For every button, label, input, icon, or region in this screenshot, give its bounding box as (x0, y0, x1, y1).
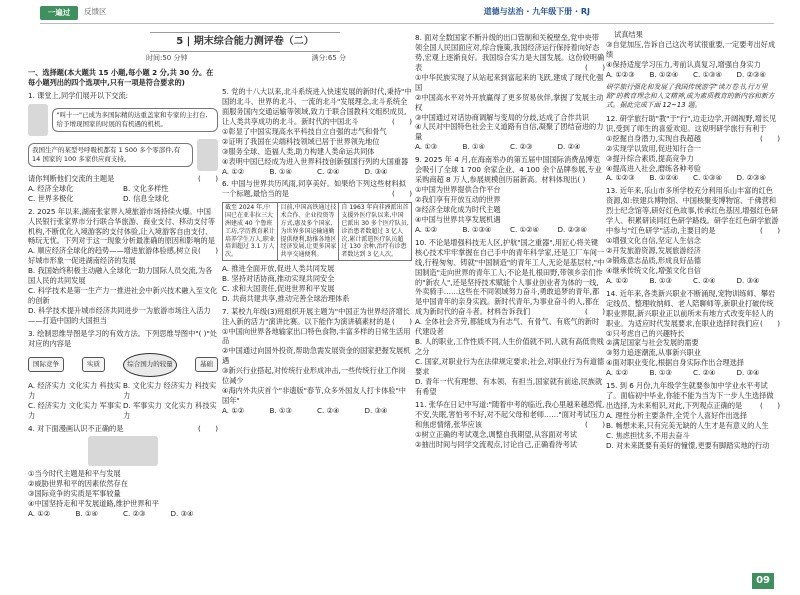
q5-item-1: ①彰显了中国实现高水平科技自立自强的志气和骨气 (222, 126, 387, 136)
page-number: 09 (752, 573, 774, 589)
question-14-options: A. ①② B. ①③ C. ②④ D. ③④ (606, 368, 760, 378)
q7-item-3: ③新兴行业搭起,对传统行业形成冲击,一些传统行业工作岗位减少 (222, 366, 406, 386)
question-1-options: A. 经济全球化 B. 文化多样性 C. 世界多极化 D. 信息全球化 (28, 183, 170, 203)
q13-item-3: ③锻炼意志品质,形成良好品德 (606, 255, 701, 265)
q6-option-c: C. 求和大国责任,促进世界和平发展 (222, 283, 335, 293)
table-cell-3: 自 1963 年向非洲派出首支援外医疗队以来,中国已派出 30 多个医疗队员,诊治患者数超过 3 亿人次,累计派遣医疗队员超过 130 余种,治疗有诊患者数达到 3 亿人次。 (339, 203, 412, 261)
header-divider (40, 23, 774, 24)
question-5: 5. 党的十八大以来,北斗系统进入快速发展的新时代,秉持"中国的北斗、世界的北斗、一流的北斗"发展理念,北斗系统全面服务国内交通运输等领域,致力于联合国教科文组织成员,让人类共享成功的北斗。新时代的中国北斗 ( ) (222, 87, 412, 126)
speech-bubble-2: 我国生产的某型号呼吸机都有 1 500 多个零部件,有 14 国家的 100 多家供应商支持。 (28, 143, 193, 167)
q15-option-d: D. 对未来既要有美好的憧憬,更要有脚踏实地的行动 (606, 440, 770, 450)
q2-option-a: A. 顺应经济全球化的趋势——增进旅游体验感,树立良好城市形象一促进湖南经济的发展 (28, 246, 198, 266)
q5-item-2: ②证明了我国在尖端科技领域已居于世界领先地位 (222, 136, 380, 146)
q4-item-1: ①当今时代主题是和平与发展 (28, 469, 121, 479)
q6-option-b: B. 坚持对话协商,推动实现共同安全 (222, 273, 335, 283)
material-intro: 研学旅行强化和发展了我国传统游学"读万卷书,行万里路"的教育理念和人文精神,成为素质教育的新内容和新方式。据此完成下面 12~13 题。 (606, 82, 775, 110)
table-cell-2: 目前,中国高铁通过技术合作、企业投资等方式,惠及多个国家,为世界多国运输通勤提供便利,助推各地区经济发展,让更多国家共享交通便利。 (278, 203, 339, 261)
question-3-options: A. 经济实力 文化实力 科技实力 B. 文化实力 经济实力 科技实力 C. 经济实力 文化实力 军事实力 D. 军事实力 文化实力 科技实力 (28, 380, 217, 420)
column-3 (415, 30, 605, 449)
question-14: 14. 近年来,各类新兴职业不断涌现,宠物训练师、攀岩定线员、整理收纳师、老人陪聊师等,新职业打破传统职业界限,新兴职业正以前所未有地方式改变年轻人的职业。为适应时代发展要求,在职业选择时我们应 ( ) (606, 288, 780, 328)
q6-option-d: D. 共商共建共享,推动完善全球治理体系 (222, 293, 350, 303)
q11-item-2: ②抽出时间与同学交流观点,讨论自己,正确看待考试 (415, 439, 577, 449)
q9-item-1: ①中国为世界提供合作平台 (415, 185, 501, 195)
figure-dialogue-2 (28, 139, 218, 171)
question-1: 1. 课堂上,同学们展开以下交流: (28, 90, 129, 100)
cartoon-image (88, 436, 158, 466)
material-table (222, 202, 412, 261)
q14-item-1: ①只考虑自己的兴趣特长 (606, 328, 685, 338)
question-5-options: A. ①② B. ①④ C. ②④ D. ③④ (222, 166, 388, 176)
section-label: 反馈区 (84, 7, 107, 16)
q12-item-1: ①挖掘自身潜力,实现自我超越 (606, 133, 701, 143)
question-10: 10. 不论是增强科技无人区,护航"国之重器",用匠心将关键核心技术牢牢掌握在自己手中的青年科学家,还是工厂车间一线,行程匆匆、铸就"中国制造"的青年工人,无论是基层村,"中国制造"走向世界的青年工人;不论是扎根田野,带领乡亲们作的"新农人",还是坚持技术赋能个人事业创业者为体的一线,外卖骑手……这些在不同领域努力奋斗,勇敢追梦的青年,都是中国青年的亲身实践。新时代青年,为事业奋斗的人,都在成为新时代的奋斗者。材料告诉我们 ( ) (415, 237, 605, 317)
q2-option-c: C. 科学技术是第一生产力一推进社会中新兴技术融入至文化的创新 (28, 286, 218, 306)
q11-continued: 试真结果 (614, 30, 643, 39)
q14-item-2: ②满足国家与社会发展的需要 (606, 338, 699, 348)
person-image-2 (197, 139, 218, 171)
q15-option-b: B. 畅想未来,只有完美无缺的人生才是有意义的人生 (606, 420, 769, 430)
q7-item-1: ①中国向世界各地输家出口特色食物,丰富多样的日常生活用品 (222, 326, 411, 346)
question-8-options: A. ①③ B. ①④ C. ②③ D. ②④ (415, 142, 581, 152)
question-12: 12. 研学旅行助"教"于"行",边走边学,开阔视野,增长见识,受到了师生的喜爱欢迎。这说明研学旅行有利于 ( ) (606, 113, 780, 143)
q15-option-c: C. 焦虑担忧多,不用去奋斗 (606, 430, 690, 440)
page-title: 5 | 期末综合能力测评卷（二） (150, 32, 340, 52)
question-6: 6. 中国与世界共历风雨,同享美好。如果给下列这些材料拟一个标题,最恰当的是 ( ) (222, 179, 412, 199)
q12-item-3: ③提升综合素质,提高竞争力 (606, 153, 694, 163)
q12-item-2: ②实现学以致用,促进知行合一 (606, 143, 701, 153)
node-right: 基础 (195, 357, 218, 372)
q8-item-2: ②中国高水平对外开放赢得了更多贸易伙伴,掌握了发展主动权 (415, 92, 604, 112)
q8-item-1: ①中华民族实现了从站起来到富起来的飞跃,建成了现代化强国 (415, 72, 604, 92)
q7-item-4: ④海内外共庆首个"非遗版"春节,众多外国友人打卡体验"中国年" (222, 386, 406, 406)
q5-item-3: ③服务全球、造福人类,助力构建人类命运共同体 (222, 146, 375, 156)
node-left: 国际竞争 (28, 357, 64, 372)
q2-option-d: D. 科学技术提升城市经济共同进步一为旅游市场注入活力——打造中国的大国担当 (28, 306, 211, 325)
q9-item-3: ③经济全球化成为时代主题 (415, 204, 501, 214)
book-title: 道德与法治 · 九年级下册 · RJ (483, 7, 590, 16)
q4-item-2: ②威胁世界和平的因素依然存在 (28, 479, 128, 489)
q5-item-4: ④表明中国已经成为进入世界科技创新强国行列的大国重器 (222, 156, 409, 166)
question-1-prompt: 请你判断他们交流的主题是 ( ) (28, 173, 218, 183)
question-11: 11. 张华在日记中写道:"随着中考的临近,我心里越来越恐慌,不安,失眠,害怕考不好,对不起父母和老师……"面对考试压力和焦虑情绪,张华应该 ( ) (415, 399, 605, 429)
q15-option-a: A. 理性分析主要条件,全凭个人喜好作出选择 (606, 411, 748, 420)
question-11-options: A. ①②③ B. ①②④ C. ①③④ D. ②③④ (606, 69, 766, 79)
person-image (28, 104, 48, 136)
section-heading: 一、选择题(本大题共 15 小题,每小题 2 分,共 30 分。在每小题列出的四个选项中,只有一项是符合要求的) (28, 68, 214, 87)
q10-option-a: A. 全体社会齐劳,都能成为有志气、有骨气、有底气的新时代建设者 (415, 317, 600, 337)
question-7: 7. 某校九年级(3)班组织开展主题为"中国正为世界经济增长注入新的活力"演讲比赛。以下能作为演讲稿素材的是 ( ) (222, 306, 412, 326)
question-12-options: A. ①②③ B. ①②④ C. ①③④ D. ②③④ (606, 173, 766, 183)
full-score: 满分:65 分 (311, 54, 346, 62)
question-4-options: A. ①② B. ①④ C. ②③ D. ③④ (28, 509, 194, 519)
q12-item-4: ④提高进入社会,磨练各种考验 (606, 163, 701, 173)
q6-option-a: A. 推进全面开放,促进人类共同发展 (222, 263, 335, 273)
table-cell-1: 截至 2024 年,中国已在亚非拉三大洲建成 40 个鲁班工坊,学历教育累计培养学生万人,职业培训超过 3.1 万人次。 (223, 203, 278, 261)
q10-option-d: D. 青年一代有理想、有本领、有担当,国家就有前途,民族就有希望 (415, 376, 603, 396)
q9-item-2: ②我们享有开放互动的世界 (415, 195, 501, 204)
question-8: 8. 面对全数国家不断升级的出口管制和关税壁垒,党中央带领全国人民国面应对,综合施策,我国经济运行保持着向好态势,宏观上逐渐良好。我国综合实力是大国发展。这份较明确表 ( ) (415, 33, 605, 72)
q10-option-c: C. 国家,对职业行为在法律规定要求;社会,对职业行为有道德要求 (415, 357, 605, 376)
column-4 (606, 30, 780, 451)
brand-badge: 一遍过 (40, 6, 78, 20)
figure-dialogue (28, 104, 218, 136)
mind-map-diagram (28, 353, 218, 377)
speech-bubble-1: "叫十一"已成为多国际精的达重盖家和专家的主打台,给予增现国家的时展的有机遇的机机。 (52, 108, 218, 132)
q14-item-3: ③努力追逐潮流,从事新兴职业 (606, 348, 701, 358)
question-4: 4. 对下面漫画认识不正确的是 ( ) (28, 423, 218, 433)
q4-item-4: ④中国坚持走和平发展道路,维护世界和平 (28, 499, 159, 509)
q8-item-4: ④人民对中国特色社会主义道路有自信,凝聚了团结奋进的力量 (415, 122, 604, 142)
q11-item-1: ①树立正确的考试观念,调整自我期望,从容面对考试 (415, 429, 577, 439)
question-15: 15. 到 6 月份,九年级学生就要参加中学业水平考试了。面临初中毕业,你能不能为当为下一步人生选择做出选择,为未来相识,对此,下列观点正确的是 ( ) (606, 381, 780, 411)
q9-item-4: ④中国与世界共享发展机遇 (415, 214, 501, 224)
q2-option-b: B. 我国始终积极主动融入全球化一助力国际人员交流,为各国人民的共同发展 (28, 266, 213, 286)
page-header (0, 0, 800, 26)
cartoon-figure (28, 436, 218, 466)
question-2: 2. 2025 年以来,湖南张家界入境旅游市场持续火爆。中国人民银行张家界市分行联合华旅游、商业支付、移动支付等机构,不断优化入境游客的支付体验,让入境游客自由支付、畅玩无忧。下列对于这一现象分析最准确的原因和影响的是 ( ) (28, 206, 218, 256)
column-2 (222, 84, 412, 416)
q10-option-b: B. 人的职业,工作性质不同,人生价值就不同,人就有高低贵贱之分 (415, 337, 604, 357)
question-7-options: A. ①② B. ①③ C. ②④ D. ③④ (222, 406, 388, 416)
question-3: 3. 绘制思维导图是学习的有效方法。下列思维导图中"( )"处对应的内容是 (28, 328, 217, 348)
exam-meta (146, 54, 346, 64)
time-limit: 时间:50 分钟 (146, 54, 188, 62)
question-13-options: A. ①② B. ①③ C. ②④ D. ③④ (606, 275, 760, 285)
q11-item-3: ③自觉加压,告诉自己这次考试很重要,一定要考出好成绩 (606, 39, 776, 59)
q7-item-2: ②中国通过向国外投资,帮助急需发展资金的国家把握发展机遇 (222, 346, 411, 366)
column-1 (28, 66, 218, 519)
question-9: 9. 2025 年 4 月,在海南举办的第五届中国国际消费品博览会吸引了全球 1 700 余家企业、4 100 余个品牌参展,专业采购商超 8 万人,参展规模创历届新高。材料体现出( ) (415, 155, 602, 185)
node-top: 实质 (82, 357, 105, 372)
q8-item-3: ③中国通过对话协商调解与变局的分歧,达成了合作共识 (415, 112, 590, 122)
q14-item-4: ④面对职业变化,根据自身实际作出合理选择 (606, 358, 745, 368)
q11-item-4: ④保持适度学习压力,考前认真复习,增强自身实力 (606, 59, 761, 69)
question-13: 13. 近年来,乐山市多所学校充分利用乐山丰富的红色资源,如:铁建兵博物馆、中国核聚变博物馆、千佛营和烈士纪念馆等,研好红色故事,传承红色基因,增强红色研学人、积累研读同红色研学路线。研学在红色研学旅游中参与"红色研学"活动,主要目的是 ( ) (606, 186, 780, 236)
q13-item-2: ②开发旅游资源,发展旅游经济 (606, 246, 701, 255)
q13-item-4: ④继承传统文化,增强文化自信 (606, 265, 701, 275)
q13-item-1: ①增强文化自信,坚定人生信念 (606, 236, 701, 246)
q4-item-3: ③国际竞争的实质是军事较量 (28, 489, 121, 499)
question-9-options: A. ①② B. ①③④ C. ①②④ D. ②③④ (415, 224, 587, 234)
node-center: 综合国力的较量 (123, 353, 177, 377)
